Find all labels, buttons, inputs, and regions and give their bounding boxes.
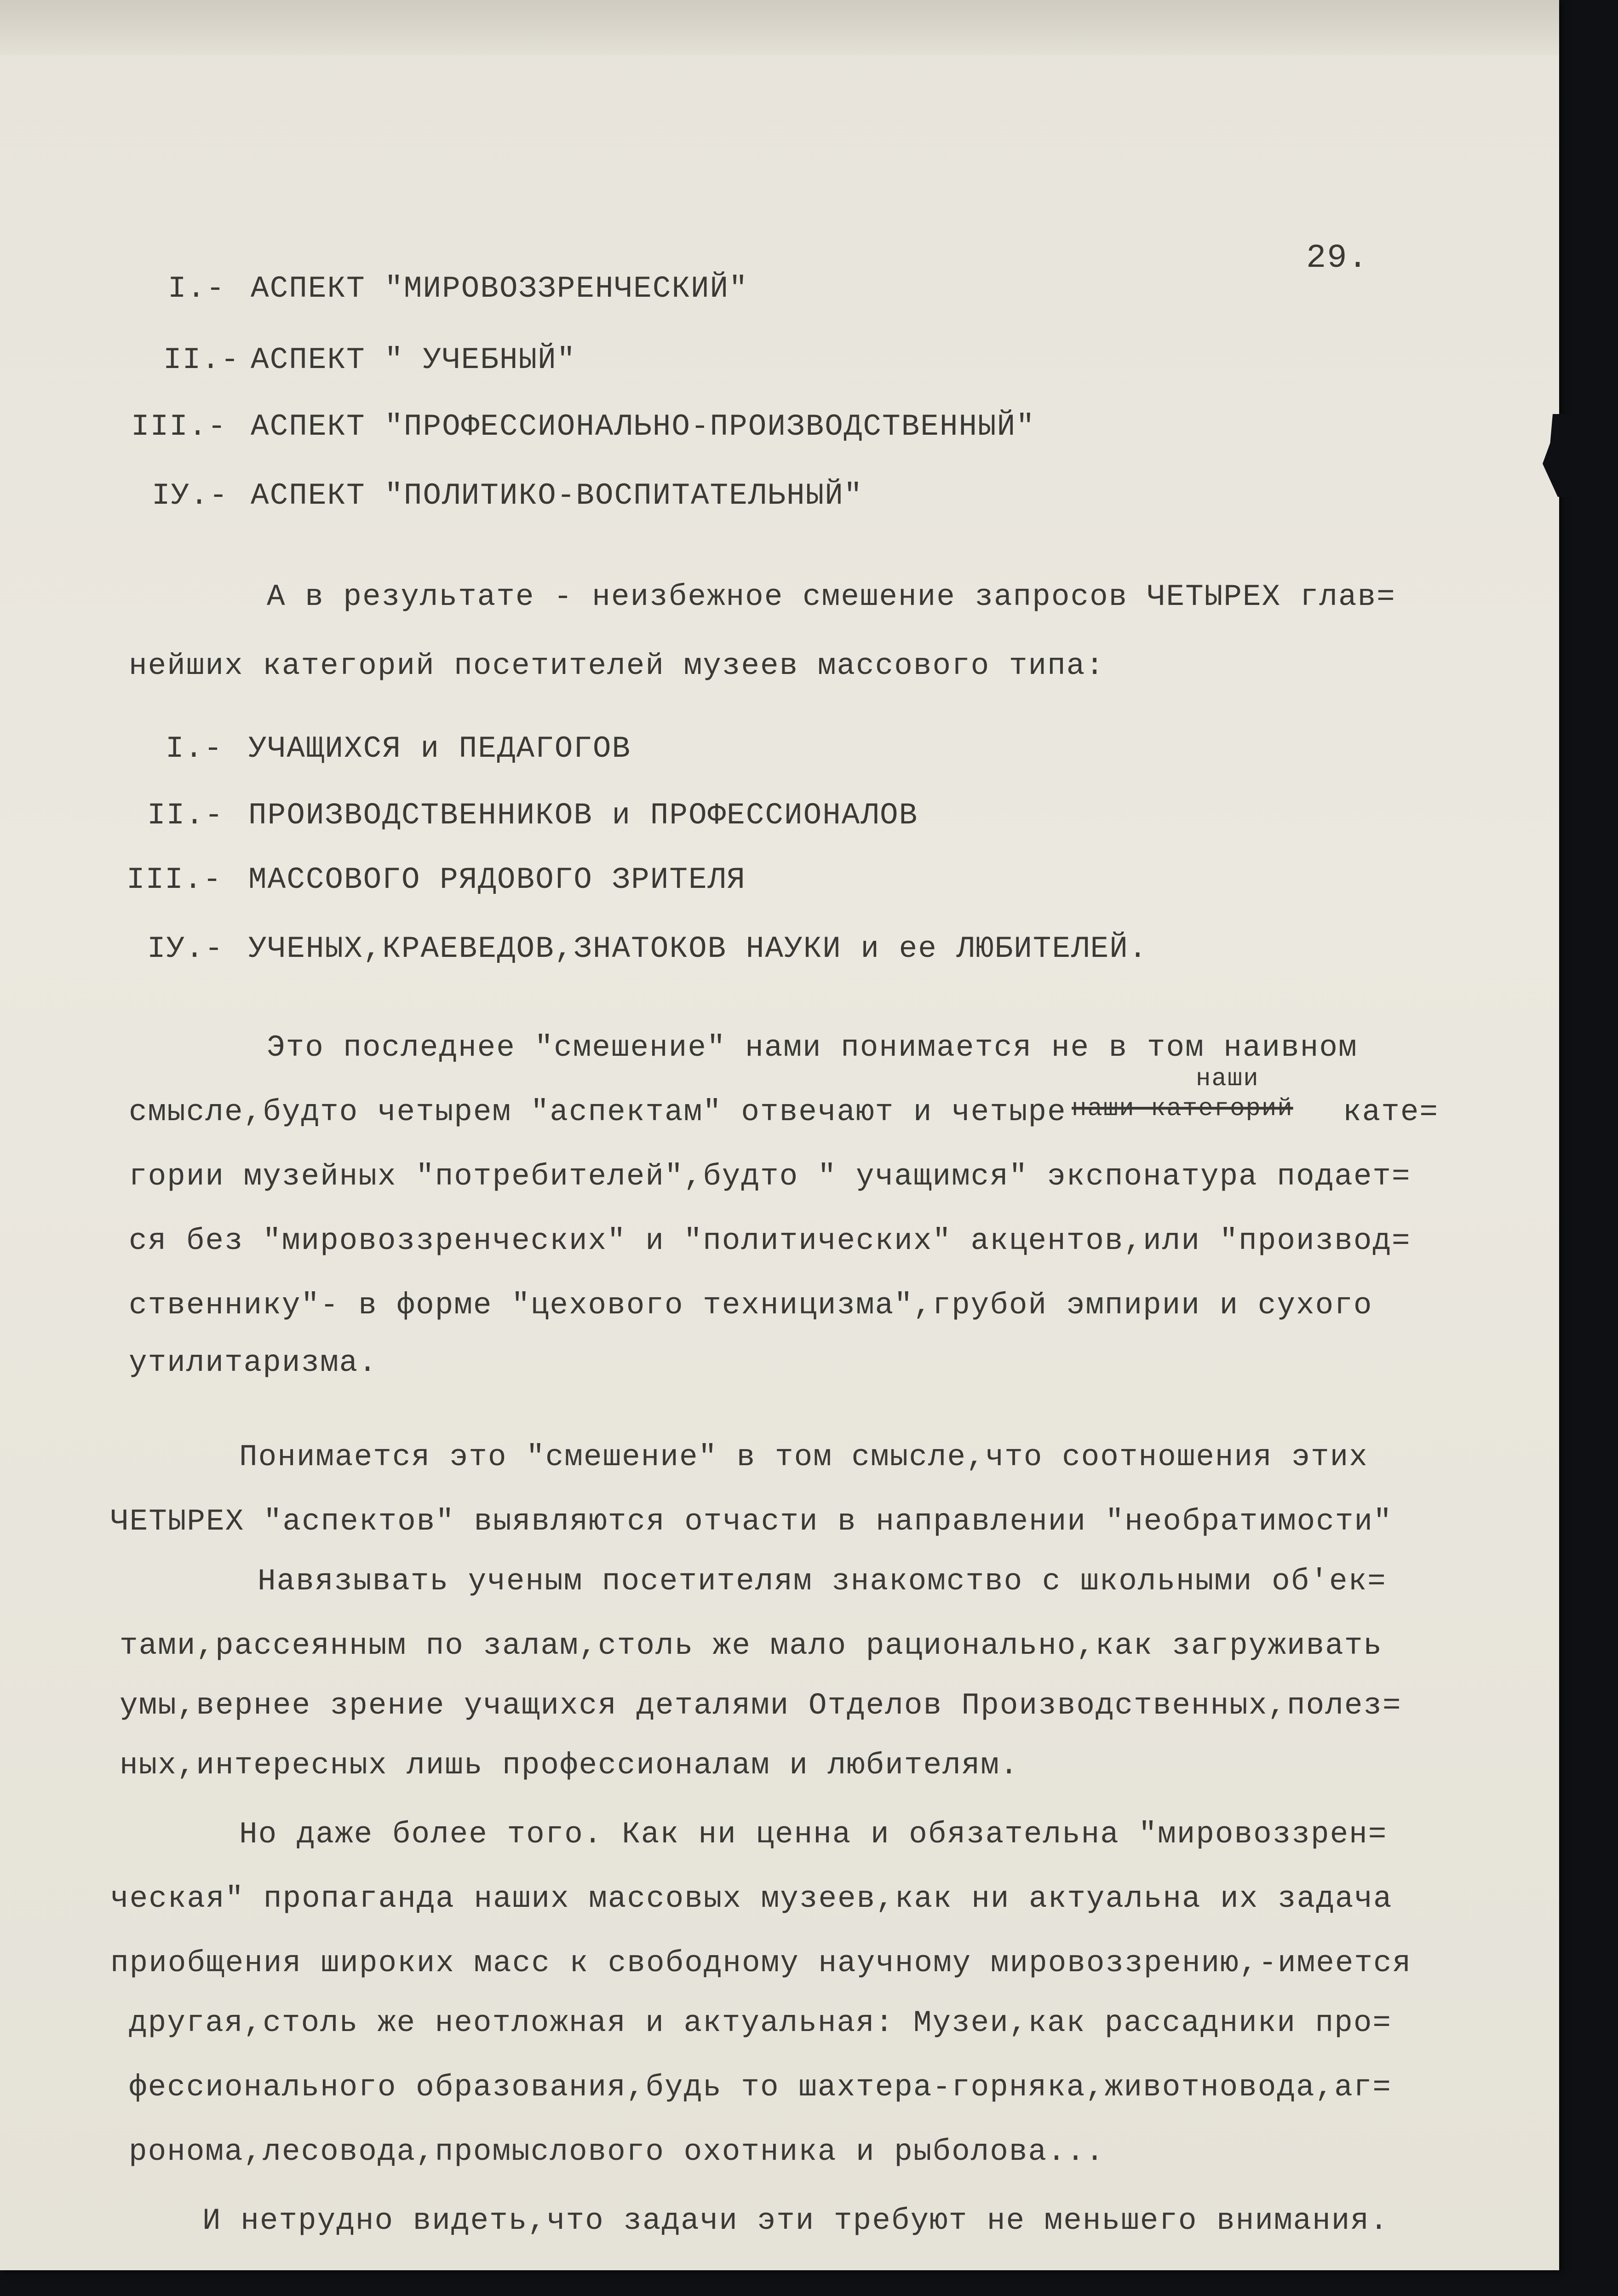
paragraph-line: фессионального образования,будь то шахтера-горняка,животновода,аг=	[129, 2070, 1392, 2105]
paragraph-line: Навязывать ученым посетителям знакомство с школьными об'ек=	[258, 1564, 1387, 1599]
category-text: ПРОИЗВОДСТВЕННИКОВ и ПРОФЕССИОНАЛОВ	[248, 798, 918, 833]
handwritten-insert: наши	[1196, 1065, 1259, 1093]
paragraph-line: ронома,лесовода,промыслового охотника и рыболова...	[129, 2135, 1105, 2169]
paragraph-line: Понимается это "смешение" в том смысле,что соотношения этих	[239, 1440, 1368, 1474]
paragraph-line: гории музейных "потребителей",будто " учащимся" экспонатура подает=	[129, 1159, 1411, 1194]
paragraph-line: А в результате - неизбежное смешение запросов ЧЕТЫРЕХ глав=	[267, 580, 1396, 614]
paragraph-line: Но даже более того. Как ни ценна и обязательна "мировоззрен=	[239, 1817, 1388, 1852]
paragraph-line: ческая" пропаганда наших массовых музеев,как ни актуальна их задача	[110, 1882, 1393, 1916]
paragraph-line: кате=	[1343, 1095, 1439, 1129]
paragraph-line: утилитаризма.	[129, 1346, 378, 1380]
category-text: МАССОВОГО РЯДОВОГО ЗРИТЕЛЯ	[248, 863, 746, 897]
aspect-text: АСПЕКТ "ПОЛИТИКО-ВОСПИТАТЕЛЬНЫЙ"	[251, 478, 863, 513]
aspect-text: АСПЕКТ " УЧЕБНЫЙ"	[251, 343, 576, 377]
aspect-number: I.-	[168, 271, 225, 306]
paragraph-line: приобщения широких масс к свободному научному мировоззрению,-имеется	[110, 1946, 1412, 1980]
category-text: УЧЕНЫХ,КРАЕВЕДОВ,ЗНАТОКОВ НАУКИ и ее ЛЮБИТЕЛЕЙ.	[248, 932, 1148, 966]
aspect-text: АСПЕКТ "ПРОФЕССИОНАЛЬНО-ПРОИЗВОДСТВЕННЫЙ"	[251, 409, 1035, 444]
category-text: УЧАЩИХСЯ и ПЕДАГОГОВ	[248, 731, 631, 766]
paragraph-line: другая,столь же неотложная и актуальная: Музеи,как рассадники про=	[129, 2006, 1392, 2040]
category-number: IУ.-	[147, 932, 224, 966]
category-number: II.-	[147, 798, 224, 833]
paragraph-line: ственнику"- в форме "цехового техницизма",грубой эмпирии и сухого	[129, 1288, 1373, 1323]
aspect-number: IУ.-	[152, 478, 229, 513]
paragraph-line: смысле,будто четырем "аспектам" отвечают и четыре	[129, 1095, 1067, 1129]
paragraph-line: нейших категорий посетителей музеев массового типа:	[129, 649, 1105, 683]
aspect-number: II.-	[163, 343, 240, 377]
category-number: I.-	[166, 731, 223, 766]
paragraph-line: ЧЕТЫРЕХ "аспектов" выявляются отчасти в направлении "необратимости"	[110, 1504, 1393, 1539]
category-number: III.-	[126, 863, 223, 897]
page-number: 29.	[1306, 239, 1369, 277]
paragraph-line: ся без "мировоззренческих" и "политических" акцентов,или "производ=	[129, 1224, 1411, 1258]
paragraph-line: И нетрудно видеть,что задачи эти требуют не меньшего внимания.	[202, 2204, 1389, 2238]
aspect-number: III.-	[131, 409, 227, 444]
paragraph-line: умы,вернее зрение учащихся деталями Отделов Производственных,полез=	[120, 1688, 1402, 1723]
paragraph-line: ных,интересных лишь профессионалам и любителям.	[120, 1748, 1019, 1783]
aspect-text: АСПЕКТ "МИРОВОЗЗРЕНЧЕСКИЙ"	[251, 271, 748, 306]
paragraph-line: тами,рассеянным по залам,столь же мало рационально,как загруживать	[120, 1628, 1383, 1663]
paragraph-line: Это последнее "смешение" нами понимается не в том наивном	[267, 1030, 1358, 1065]
struck-text: наши категорий	[1072, 1095, 1293, 1123]
